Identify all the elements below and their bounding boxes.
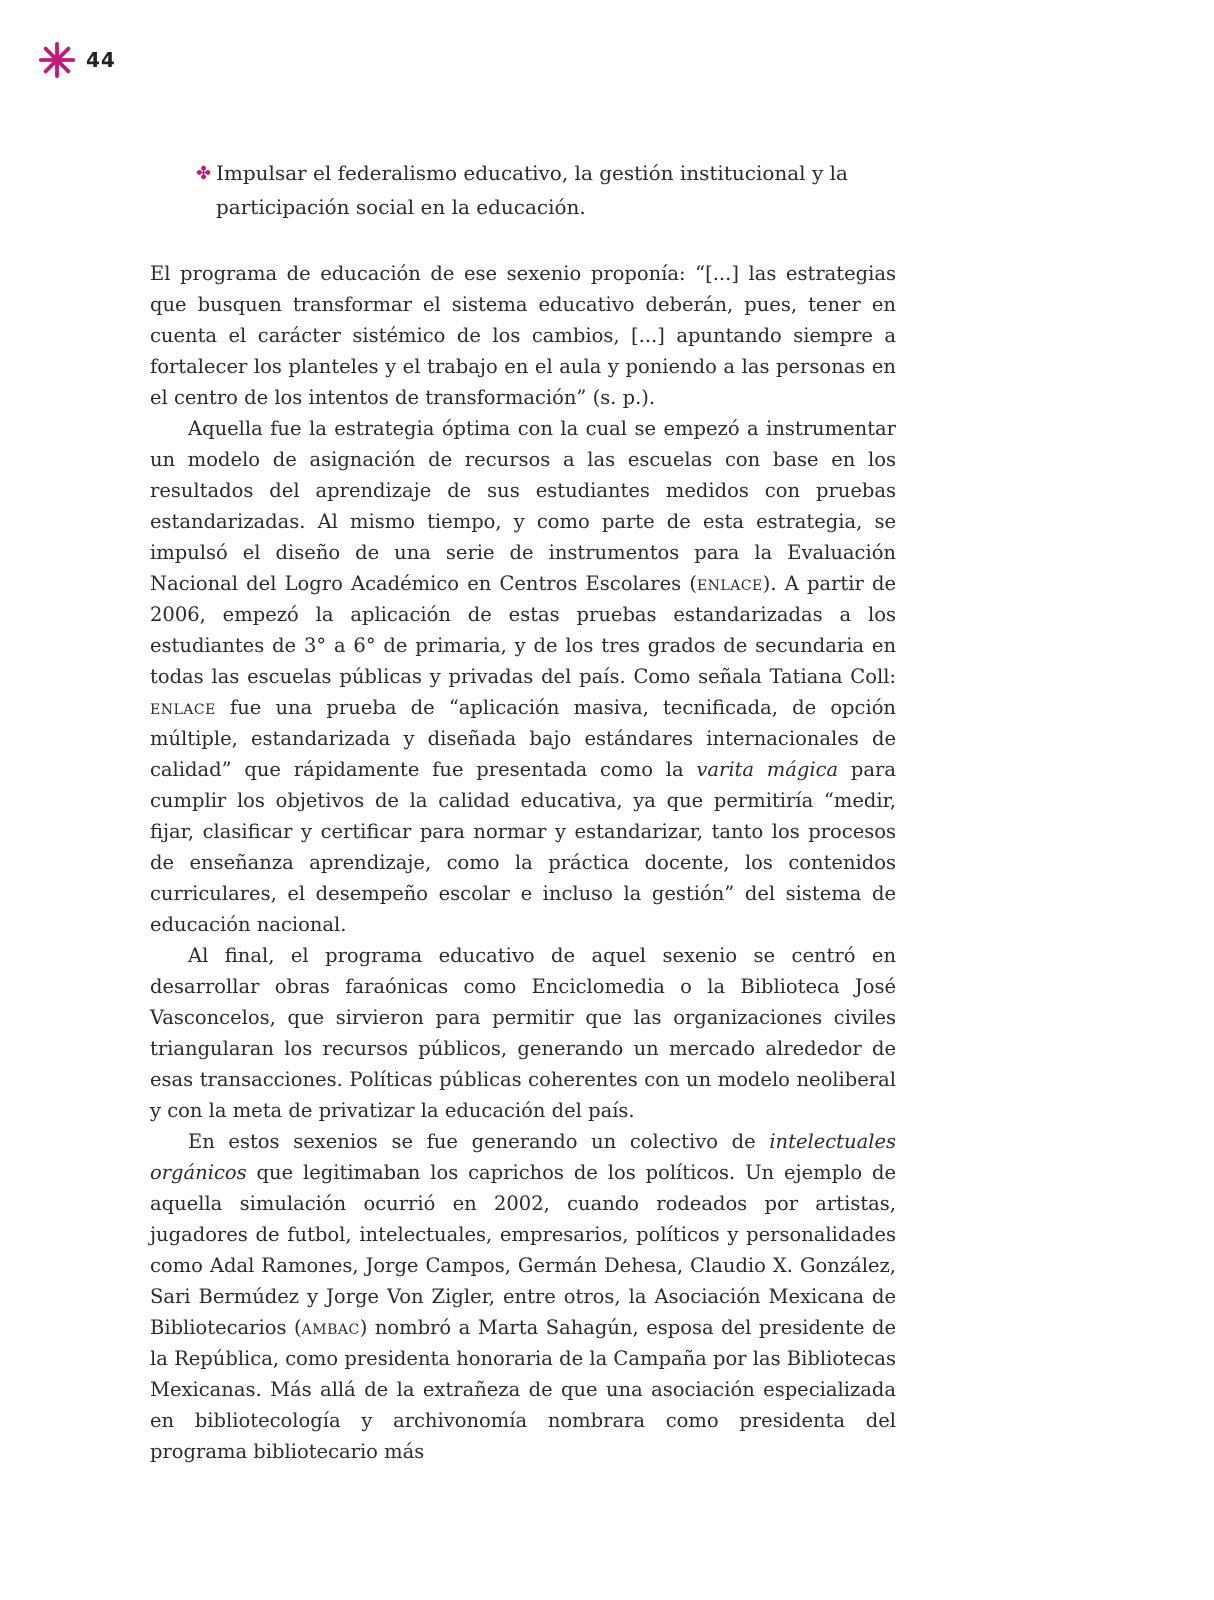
- italic-phrase: varita mágica: [696, 758, 839, 781]
- italic-phrase: intelectuales orgánicos: [150, 1130, 896, 1184]
- paragraph-2-text-b: ). A partir de 2006, empezó la aplicación de estas pruebas estandarizadas a los estudiantes de 3° a 6° de primaria, y de los tres grados de secundaria en todas las escuelas públicas y privadas del país. Como señala Tatiana Coll:: [150, 572, 896, 688]
- page-number: 44: [86, 48, 116, 72]
- paragraph-1: El programa de educación de ese sexenio proponía: “[...] las estrategias que busquen transformar el sistema educativo deberán, pues, tener en cuenta el carácter sistémico de los cambios, [...] apuntando siempre a fortalecer los planteles y el trabajo en el aula y poniendo a las personas en el centro de los intentos de transformación” (s. p.).: [150, 262, 896, 409]
- bullet-item: [196, 156, 876, 224]
- acronym-enlace: enlace: [150, 696, 216, 719]
- acronym-ambac: ambac: [301, 1316, 360, 1339]
- acronym-enlace: enlace: [696, 572, 763, 595]
- paragraph-4: [150, 1126, 896, 1467]
- cross-bullet-icon: ✤: [196, 163, 212, 184]
- body-text: [150, 258, 896, 1467]
- asterisk-icon: [38, 41, 76, 79]
- paragraph-4-text-a: En estos sexenios se fue generando un colectivo de: [188, 1130, 770, 1153]
- paragraph-2-text-d: para cumplir los objetivos de la calidad educativa, ya que permitiría “medir, fijar, clasificar y certificar para normar y estandarizar, tanto los procesos de enseñanza aprendizaje, como la práctica docente, los contenidos curriculares, el desempeño escolar e incluso la gestión” del sistema de educación nacional.: [150, 758, 896, 936]
- paragraph-3: Al final, el programa educativo de aquel sexenio se centró en desarrollar obras faraónicas como Enciclomedia o la Biblioteca José Vasconcelos, que sirvieron para permitir que las organizaciones civiles triangularan los recursos públicos, generando un mercado alrededor de esas transacciones. Políticas públicas coherentes con un modelo neoliberal y con la meta de privatizar la educación del país.: [150, 944, 896, 1122]
- paragraph-4-text-c: ) nombró a Marta Sahagún, esposa del presidente de la República, como presidenta honoraria de la Campaña por las Bibliotecas Mexicanas. Más allá de la extrañeza de que una asociación especializada en bibliotecología y archivonomía nombrara como presidenta del programa bibliotecario más: [150, 1316, 896, 1463]
- paragraph-2-text-c: fue una prueba de “aplicación masiva, tecnificada, de opción múltiple, estandarizada y diseñada bajo estándares internacionales de calidad” que rápidamente fue presentada como la: [150, 696, 896, 781]
- page-header: [38, 40, 116, 80]
- paragraph-2: [150, 413, 896, 940]
- paragraph-2-text-a: Aquella fue la estrategia óptima con la cual se empezó a instrumentar un modelo de asignación de recursos a las escuelas con base en los resultados del aprendizaje de sus estudiantes medidos con pruebas estandarizadas. Al mismo tiempo, y como parte de esta estrategia, se impulsó el diseño de una serie de instrumentos para la Evaluación Nacional del Logro Académico en Centros Escolares (: [150, 417, 896, 595]
- bullet-text: Impulsar el federalismo educativo, la gestión institucional y la participación social en la educación.: [216, 161, 848, 219]
- paragraph-4-text-b: que legitimaban los caprichos de los políticos. Un ejemplo de aquella simulación ocurrió en 2002, cuando rodeados por artistas, jugadores de futbol, intelectuales, empresarios, políticos y personalidades como Adal Ramones, Jorge Campos, Germán Dehesa, Claudio X. González, Sari Bermúdez y Jorge Von Zigler, entre otros, la Asociación Mexicana de Bibliotecarios (: [150, 1161, 896, 1339]
